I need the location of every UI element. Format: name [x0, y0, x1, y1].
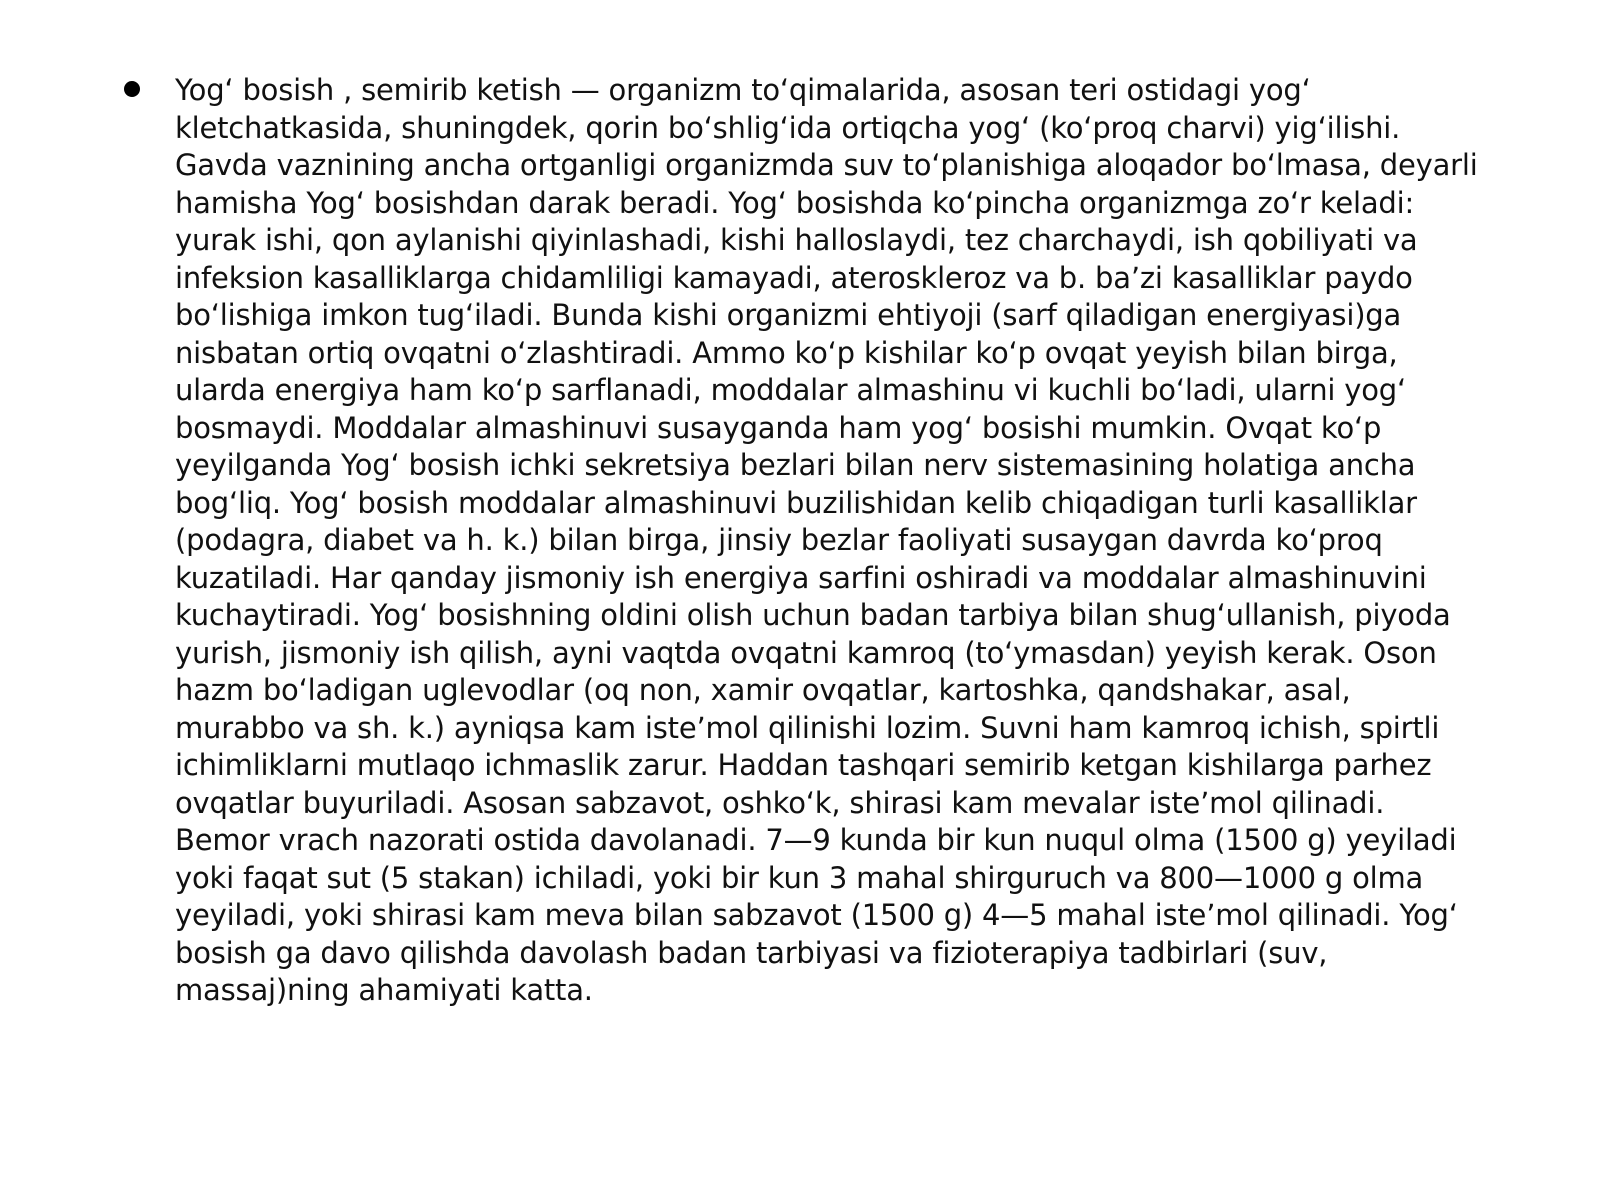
content-area — [124, 72, 1484, 1010]
bullet-item — [124, 72, 1484, 1010]
bullet-text: Yog‘ bosish , semirib ketish — organizm to‘qimalarida, asosan teri ostidagi yog‘ kletchatkasida, shuningdek, qorin bo‘shlig‘ida ortiqcha yog‘ (ko‘proq charvi) yig‘ilishi. Gavda vaznining ancha ortganligi organizmda suv to‘planishiga aloqador bo‘lmasa, deyarli hamisha Yog‘ bosishdan darak beradi. Yog‘ bosishda ko‘pincha organizmga zo‘r keladi: yurak ishi, qon aylanishi qiyinlashadi, kishi halloslaydi, tez charchaydi, ish qobiliyati va infeksion kasalliklarga chidamliligi kamayadi, ateroskleroz va b. ba’zi kasalliklar paydo bo‘lishiga imkon tug‘iladi. Bunda kishi organizmi ehtiyoji (sarf qiladigan energiyasi)ga nisbatan ortiq ovqatni o‘zlashtiradi. Ammo ko‘p kishilar ko‘p ovqat yeyish bilan birga, ularda energiya ham ko‘p sarflanadi, moddalar almashinu vi kuchli bo‘ladi, ularni yog‘ bosmaydi. Moddalar almashinuvi susayganda ham yog‘ bosishi mumkin. Ovqat ko‘p yeyilganda Yog‘ bosish ichki sekretsiya bezlari bilan nerv sistemasining holatiga ancha bog‘liq. Yog‘ bosish moddalar almashinuvi buzilishidan kelib chiqadigan turli kasalliklar (podagra, diabet va h. k.) bilan birga, jinsiy bezlar faoliyati susaygan davrda ko‘proq kuzatiladi. Har qanday jismoniy ish energiya sarfini oshiradi va moddalar almashinuvini kuchaytiradi. Yog‘ bosishning oldini olish uchun badan tarbiya bilan shug‘ullanish, piyoda yurish, jismoniy ish qilish, ayni vaqtda ovqatni kamroq (to‘ymasdan) yeyish kerak. Oson hazm bo‘ladigan uglevodlar (oq non, xamir ovqatlar, kartoshka, qandshakar, asal, murabbo va sh. k.) ayniqsa kam iste’mol qilinishi lozim. Suvni ham kamroq ichish, spirtli ichimliklarni mutlaqo ichmaslik zarur. Haddan tashqari semirib ketgan kishilarga parhez ovqatlar buyuriladi. Asosan sabzavot, oshko‘k, shirasi kam mevalar iste’mol qilinadi. Bemor vrach nazorati ostida davolanadi. 7—9 kunda bir kun nuqul olma (1500 g) yeyiladi yoki faqat sut (5 stakan) ichiladi, yoki bir kun 3 mahal shirguruch va 800—1000 g olma yeyiladi, yoki shirasi kam meva bilan sabzavot (1500 g) 4—5 mahal iste’mol qilinadi. Yog‘ bosish ga davo qilishda davolash badan tarbiyasi va fizioterapiya tadbirlari (suv, massaj)ning ahamiyati katta. — [175, 73, 1478, 1007]
bullet-dot-icon — [124, 81, 140, 97]
